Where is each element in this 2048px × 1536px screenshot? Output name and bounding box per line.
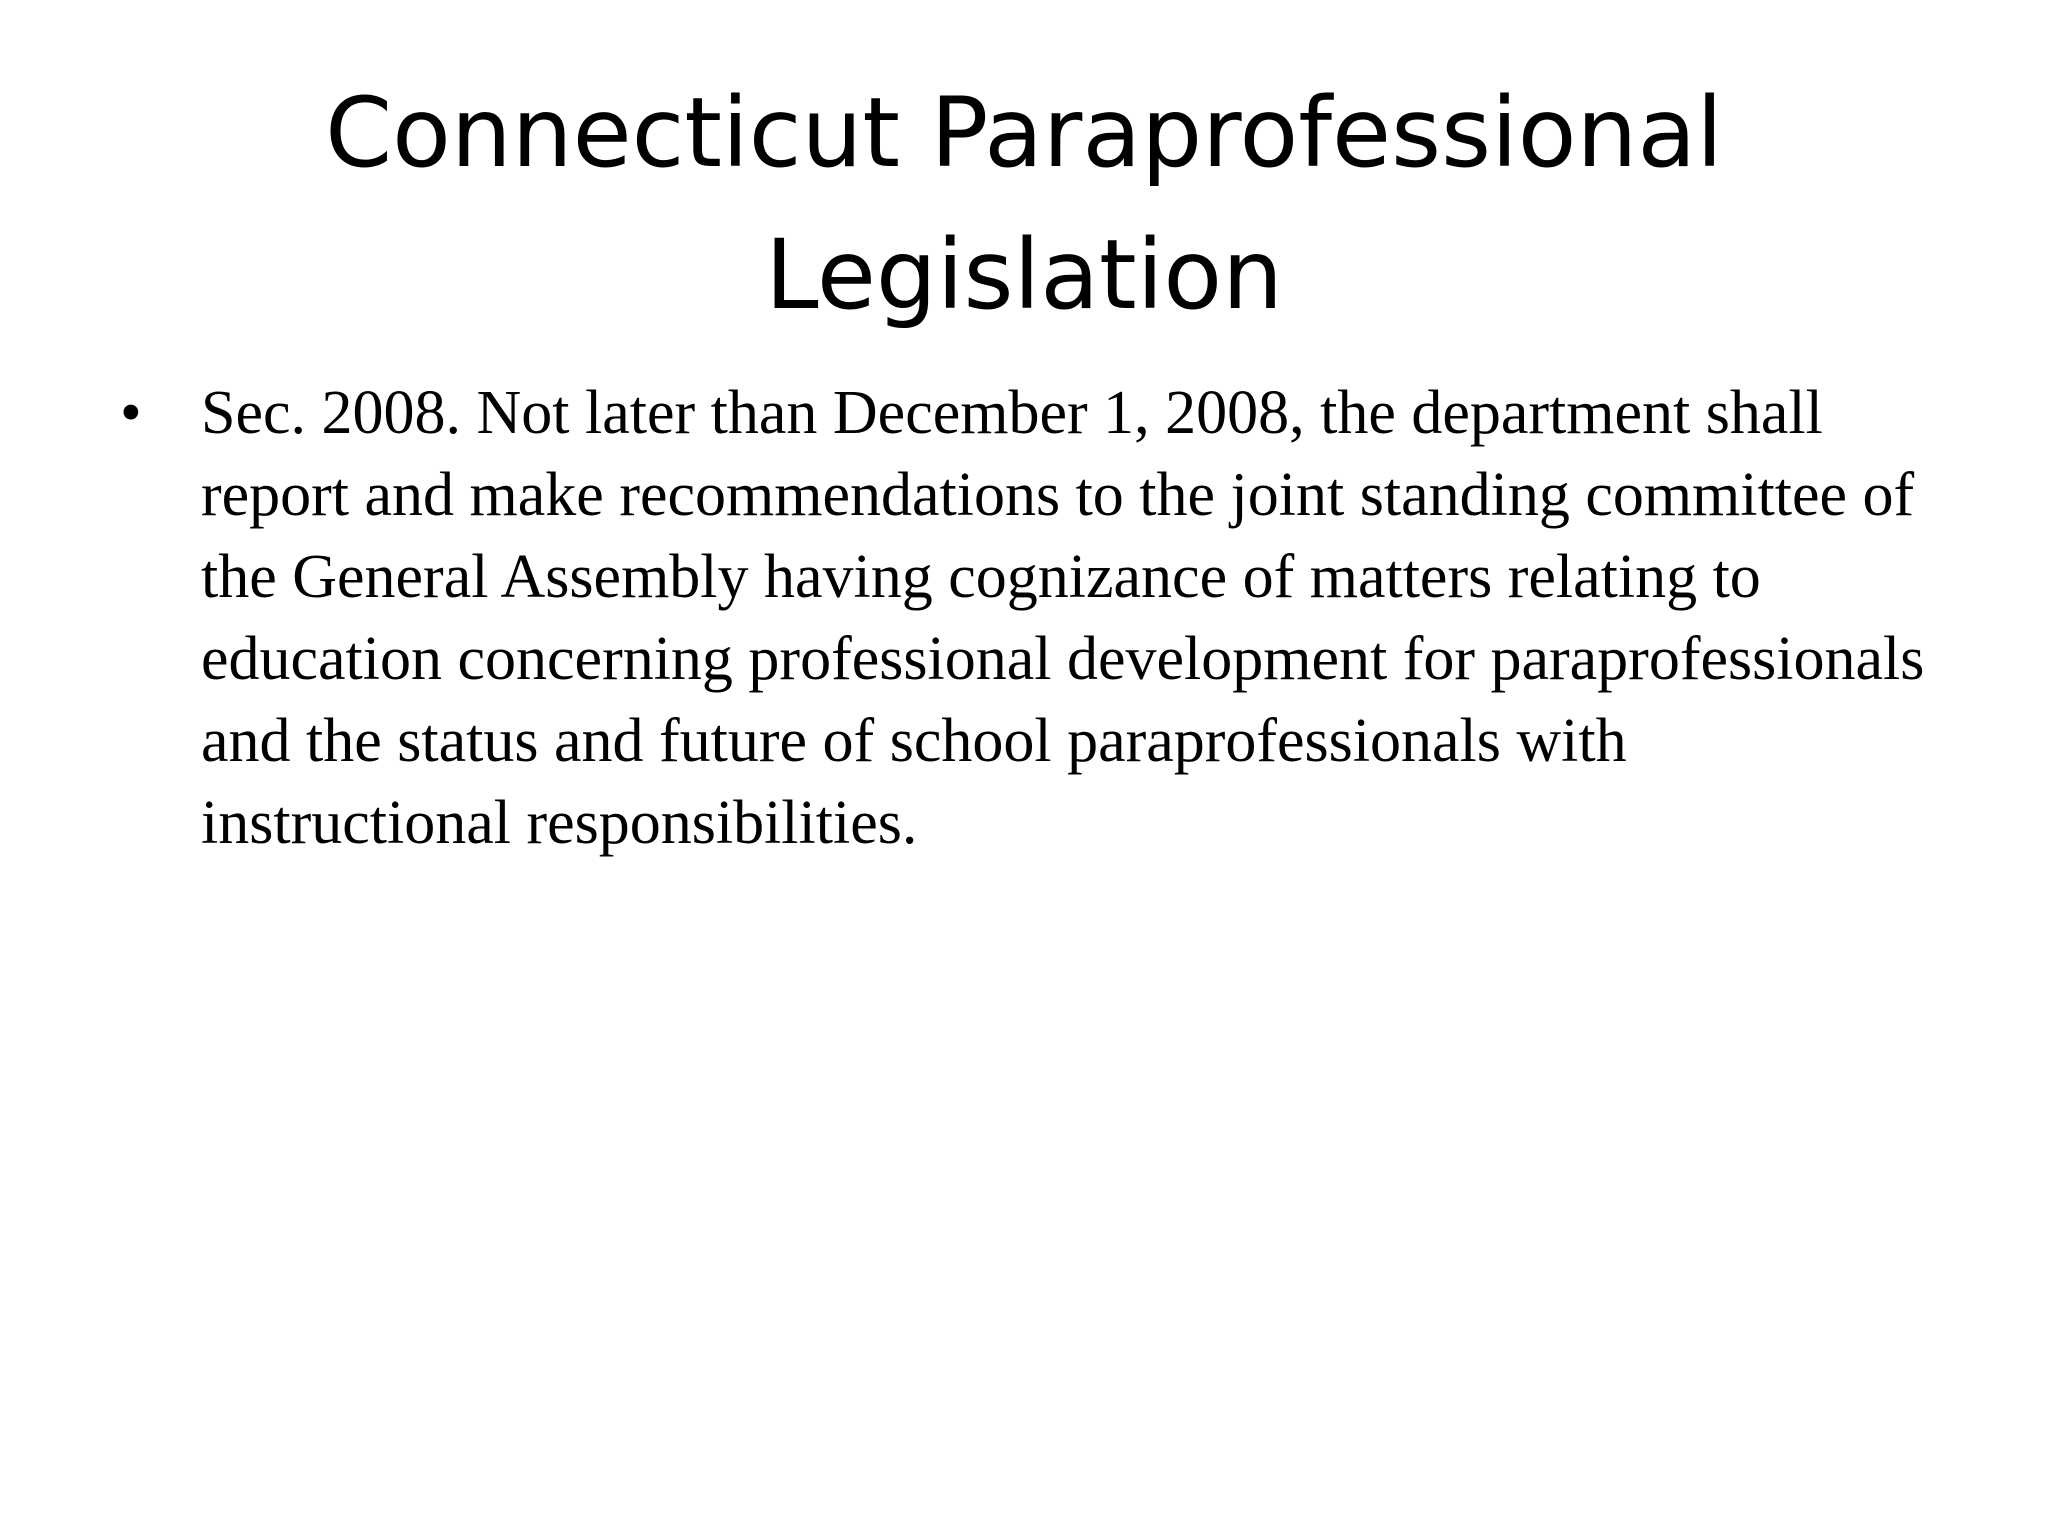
bullet-text: Sec. 2008. Not later than December 1, 2008, the department shall report and make recommendations to the joint standing committee of the General Assembly having cognizance of matters relating to education concerning professional development for paraprofessionals and the status and future of school paraprofessionals with instructional responsibilities. [201, 379, 1925, 857]
bullet-list [120, 372, 1950, 864]
list-item [120, 372, 1950, 864]
bullet-icon: • [120, 379, 142, 447]
slide-title: Connecticut Paraprofessional Legislation [325, 77, 1723, 331]
